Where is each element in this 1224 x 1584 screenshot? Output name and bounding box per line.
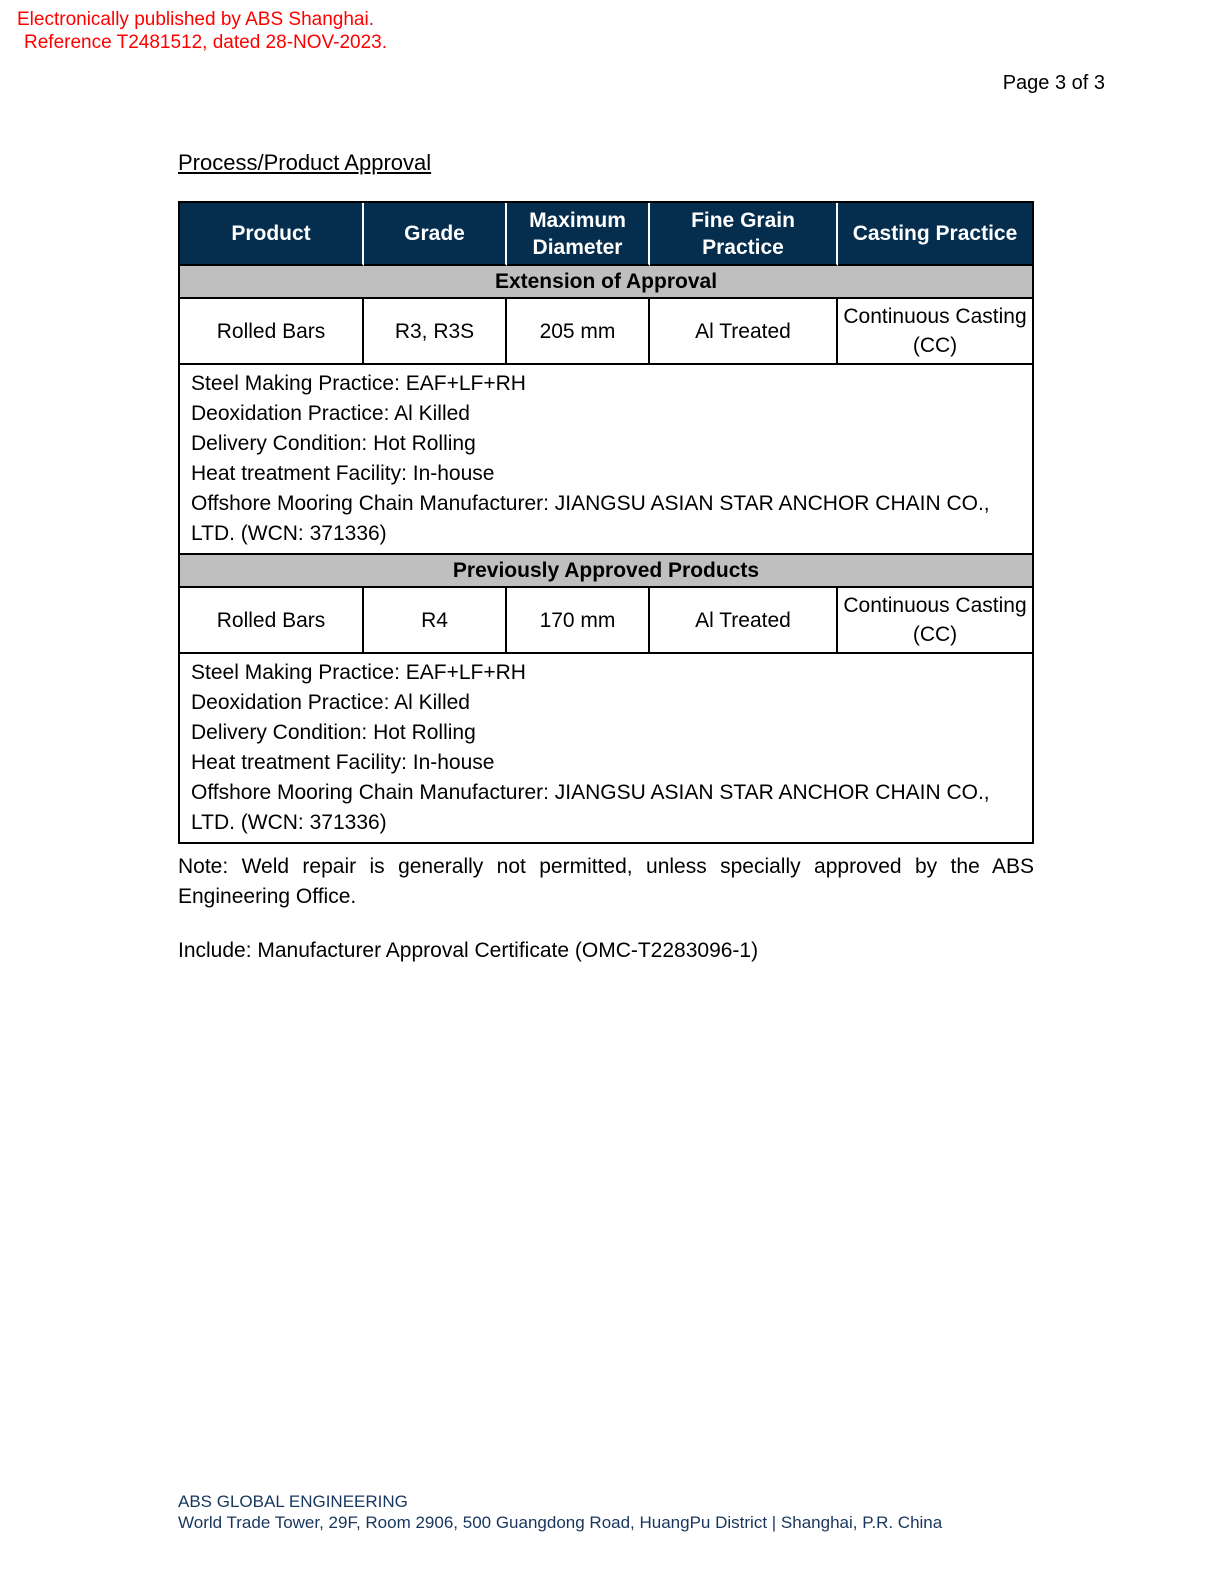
include-line: Include: Manufacturer Approval Certificate (OMC-T2283096-1) (178, 939, 759, 962)
detail-line-deoxidation: Deoxidation Practice: Al Killed (191, 691, 470, 714)
detail-line-manufacturer: Offshore Mooring Chain Manufacturer: JIANGSU ASIAN STAR ANCHOR CHAIN CO., LTD. (WCN: 371336) (191, 492, 990, 545)
detail-row-extension (180, 365, 1032, 555)
header-cell-max-diameter: Maximum Diameter (507, 203, 650, 266)
detail-cell (180, 654, 1032, 842)
detail-line-deoxidation: Deoxidation Practice: Al Killed (191, 402, 470, 425)
table-header-row (180, 203, 1032, 266)
cell-casting: Continuous Casting (CC) (838, 588, 1032, 654)
detail-line-steel-making: Steel Making Practice: EAF+LF+RH (191, 372, 526, 395)
cell-fine-grain: Al Treated (650, 299, 838, 365)
section-heading: Process/Product Approval (178, 150, 432, 175)
watermark-line-2: Reference T2481512, dated 28-NOV-2023. (24, 32, 388, 53)
cell-casting: Continuous Casting (CC) (838, 299, 1032, 365)
electronic-publish-watermark (17, 8, 387, 54)
detail-row-previous (180, 654, 1032, 842)
header-cell-casting: Casting Practice (838, 203, 1032, 266)
note-paragraph: Note: Weld repair is generally not permitted, unless specially approved by the ABS Engineering Office. (178, 855, 1034, 908)
cell-product: Rolled Bars (180, 588, 364, 654)
detail-line-delivery: Delivery Condition: Hot Rolling (191, 721, 476, 744)
detail-cell (180, 365, 1032, 555)
detail-line-heat-treatment: Heat treatment Facility: In-house (191, 462, 495, 485)
section-band-extension (180, 266, 1032, 299)
footer-organization: ABS GLOBAL ENGINEERING (178, 1492, 408, 1511)
cell-grade: R3, R3S (364, 299, 507, 365)
cell-product: Rolled Bars (180, 299, 364, 365)
cell-fine-grain: Al Treated (650, 588, 838, 654)
cell-max-diameter: 205 mm (507, 299, 650, 365)
detail-line-heat-treatment: Heat treatment Facility: In-house (191, 751, 495, 774)
product-row-extension (180, 299, 1032, 365)
cell-grade: R4 (364, 588, 507, 654)
approval-table (178, 201, 1034, 844)
detail-line-steel-making: Steel Making Practice: EAF+LF+RH (191, 661, 526, 684)
document-body (178, 150, 1034, 963)
page-number: Page 3 of 3 (1002, 72, 1105, 94)
detail-line-delivery: Delivery Condition: Hot Rolling (191, 432, 476, 455)
section-band-label: Previously Approved Products (180, 555, 1032, 588)
footer-address: World Trade Tower, 29F, Room 2906, 500 Guangdong Road, HuangPu District | Shanghai, P.R. China (178, 1513, 943, 1532)
section-band-label: Extension of Approval (180, 266, 1032, 299)
header-cell-product: Product (180, 203, 364, 266)
footer (178, 1491, 942, 1533)
cell-max-diameter: 170 mm (507, 588, 650, 654)
section-band-previous (180, 555, 1032, 588)
watermark-line-1: Electronically published by ABS Shanghai. (17, 9, 375, 30)
header-cell-grade: Grade (364, 203, 507, 266)
detail-line-manufacturer: Offshore Mooring Chain Manufacturer: JIANGSU ASIAN STAR ANCHOR CHAIN CO., LTD. (WCN: 371336) (191, 781, 990, 834)
header-cell-fine-grain: Fine Grain Practice (650, 203, 838, 266)
product-row-previous (180, 588, 1032, 654)
